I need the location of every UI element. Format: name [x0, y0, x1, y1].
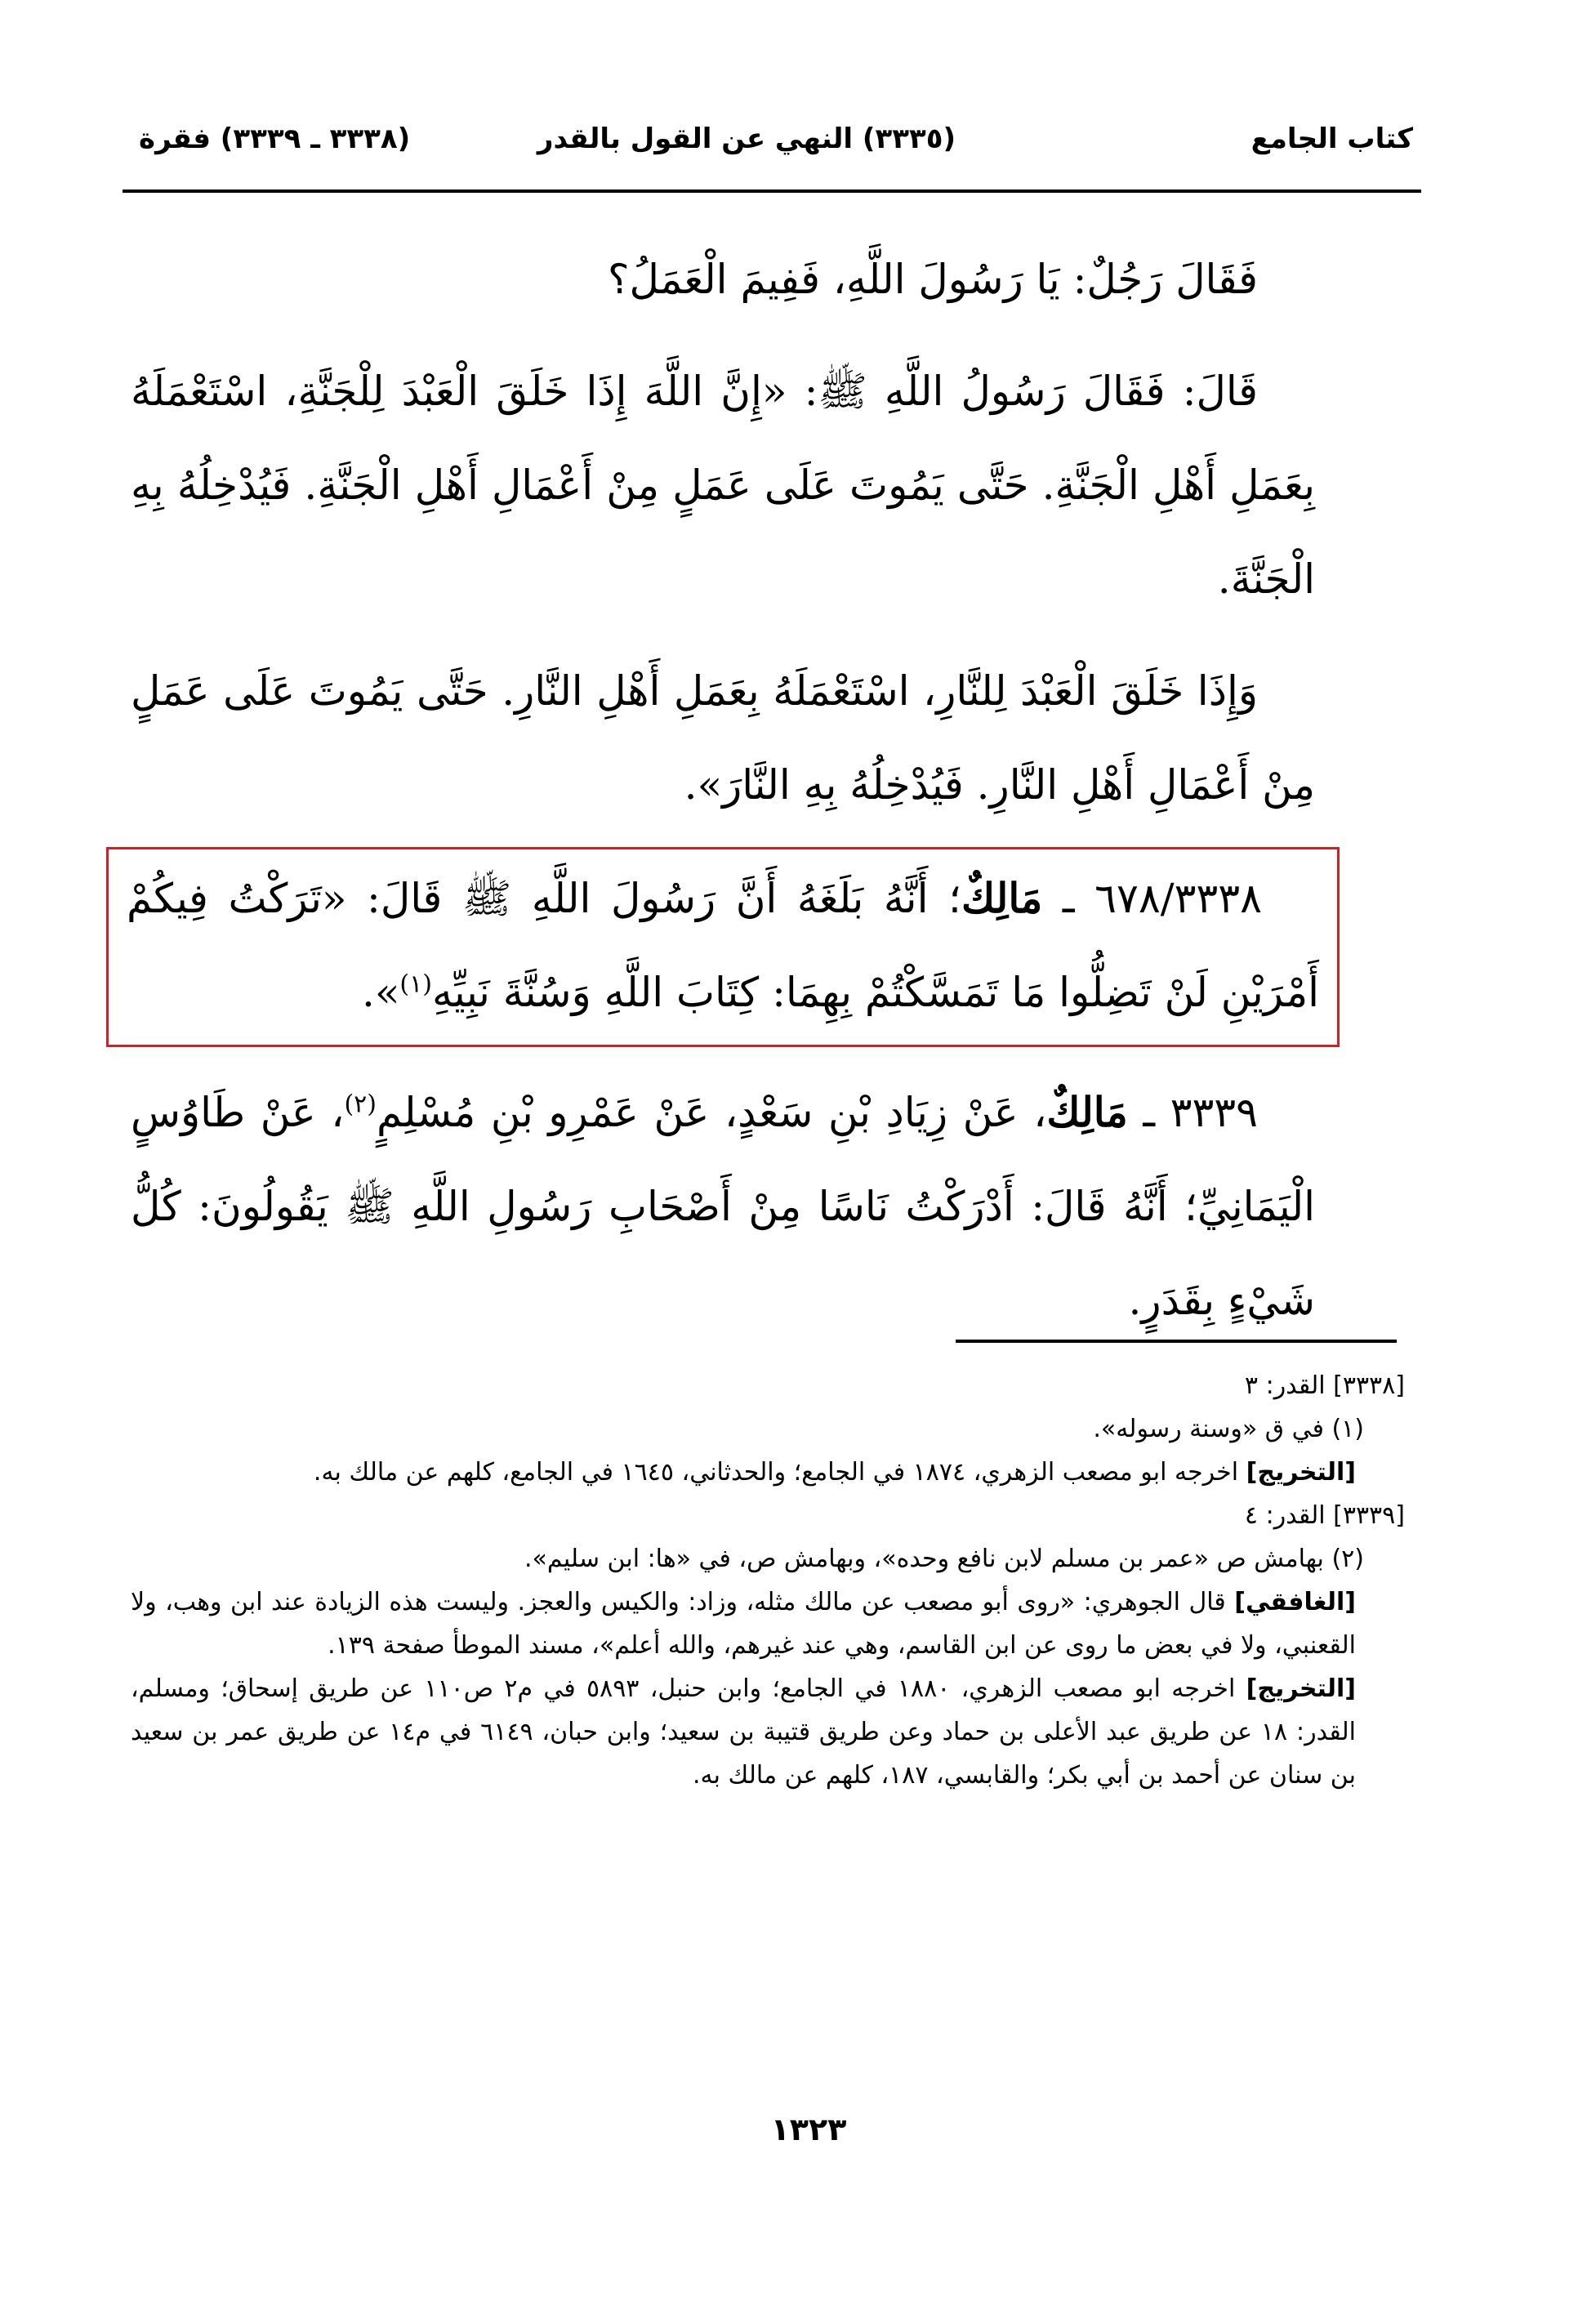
takhrij-text: اخرجه ابو مصعب الزهري، ١٨٨٠ في الجامع؛ وابن حنبل، ٥٨٩٣ في م٢ ص١١٠ عن طريق إسحاق؛ ومسلم، القدر: ١٨ عن طريق عبد الأعلى بن حماد وعن طريق قتيبة بن سعيد؛ وابن حبان، ٦١٤٩ في م١٤ عن طريق عمر بن سعيد بن سنان عن أحمد بن أبي بكر؛ والقابسي، ١٨٧، كلهم عن مالك به.	[131, 1674, 1356, 1790]
hadith-text: ، عَنْ طَاوُسٍ الْيَمَانِيِّ؛ أَنَّهُ قَالَ: أَدْرَكْتُ نَاسًا مِنْ أَصْحَابِ رَسُولِ اللَّهِ ﷺ يَقُولُونَ: كُلُّ شَيْءٍ بِقَدَرٍ.	[131, 1089, 1315, 1324]
main-paragraph: وَإِذَا خَلَقَ الْعَبْدَ لِلنَّارِ، اسْتَعْمَلَهُ بِعَمَلِ أَهْلِ النَّارِ. حَتَّى يَمُوتَ عَلَى عَمَلٍ مِنْ أَعْمَالِ أَهْلِ النَّارِ. فَيُدْخِلُهُ بِهِ النَّارَ».	[131, 667, 1315, 809]
footnote-ghafiqi	[131, 1581, 1356, 1667]
footnote-note: (٢) بهامش ص «عمر بن مسلم لابن نافع وحده»، وبهامش ص، في «ها: ابن سليم».	[524, 1545, 1364, 1573]
book-title: كتاب الجامع	[1250, 123, 1413, 155]
main-paragraph: فَقَالَ رَجُلٌ: يَا رَسُولَ اللَّهِ، فَفِيمَ الْعَمَلُ؟	[608, 256, 1258, 303]
footnote-marker[interactable]: (٢)	[344, 1090, 377, 1119]
narrator-name: مَالِكٌ	[961, 874, 1043, 922]
main-paragraph: قَالَ: فَقَالَ رَسُولُ اللَّهِ ﷺ: «إِنَّ اللَّهَ إِذَا خَلَقَ الْعَبْدَ لِلْجَنَّةِ، اسْتَعْمَلَهُ بِعَمَلِ أَهْلِ الْجَنَّةِ. حَتَّى يَمُوتَ عَلَى عَمَلٍ مِنْ أَعْمَالِ أَهْلِ الْجَنَّةِ. فَيُدْخِلُهُ بِهِ الْجَنَّةَ.	[131, 368, 1315, 603]
footnote-note: (١) في ق «وسنة رسوله».	[1093, 1415, 1364, 1443]
footnote-reference: [٣٣٣٨] القدر: ٣	[1244, 1371, 1405, 1400]
main-text	[127, 233, 1319, 1348]
footnote-takhrij	[131, 1451, 1356, 1494]
running-header	[139, 114, 1413, 172]
hadith-3339	[131, 1065, 1315, 1348]
hadith-number: ٣٣٣٩ ـ	[1143, 1089, 1259, 1136]
narrator-name: مَالِكٌ	[1046, 1088, 1128, 1136]
hadith-text: ، عَنْ زِيَادِ بْنِ سَعْدٍ، عَنْ عَمْرِو بْنِ مُسْلِمٍ	[377, 1089, 1047, 1136]
footnote-marker[interactable]: (١)	[399, 970, 432, 999]
hadith-end: ».	[361, 969, 400, 1016]
header-divider	[123, 189, 1421, 193]
footnote-reference: [٣٣٣٩] القدر: ٤	[1244, 1501, 1405, 1530]
page-number: ١٣٢٣	[770, 2111, 847, 2147]
takhrij-label: [التخريج]	[1246, 1674, 1356, 1703]
takhrij-label: [التخريج]	[1246, 1458, 1356, 1487]
highlighted-hadith-box	[106, 847, 1340, 1047]
ghafiqi-label: [الغافقي]	[1234, 1588, 1356, 1616]
paragraph-range: (٣٣٣٨ ـ ٣٣٣٩) فقرة	[139, 123, 411, 155]
chapter-title: (٣٣٣٥) النهي عن القول بالقدر	[537, 123, 956, 155]
footnote-takhrij	[131, 1667, 1356, 1797]
footnotes	[131, 1364, 1405, 1797]
hadith-number: ٦٧٨/٣٣٣٨ ـ	[1062, 875, 1262, 922]
takhrij-text: اخرجه ابو مصعب الزهري، ١٨٧٤ في الجامع؛ والحدثاني، ١٦٤٥ في الجامع، كلهم عن مالك به.	[313, 1458, 1246, 1487]
footnote-divider	[956, 1340, 1397, 1343]
ghafiqi-text: قال الجوهري: «روى أبو مصعب عن مالك مثله، وزاد: والكيس والعجز. وليست هذه الزيادة عند ابن وهب، ولا القعنبي، ولا في بعض ما روى عن ابن القاسم، وهي عند غيرهم، والله أعلم»، مسند الموطأ صفحة ١٣٩.	[131, 1588, 1356, 1660]
hadith-3338	[127, 851, 1319, 1040]
hadith-text: ؛ أَنَّهُ بَلَغَهُ أَنَّ رَسُولَ اللَّهِ ﷺ قَالَ: «تَرَكْتُ فِيكُمْ أَمْرَيْنِ لَنْ تَضِلُّوا مَا تَمَسَّكْتُمْ بِهِمَا: كِتَابَ اللَّهِ وَسُنَّةَ نَبِيِّهِ	[127, 875, 1319, 1016]
